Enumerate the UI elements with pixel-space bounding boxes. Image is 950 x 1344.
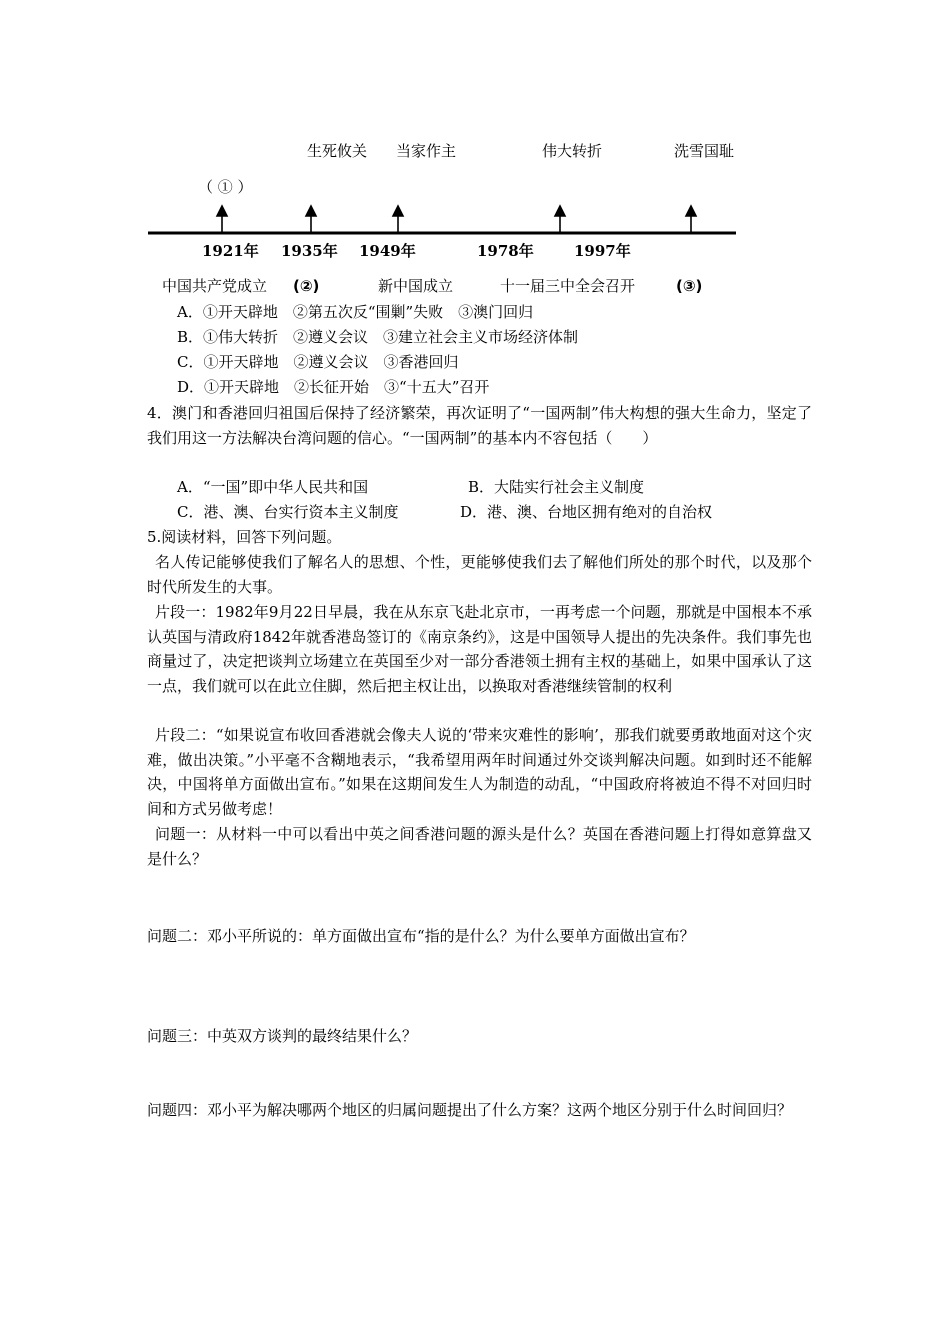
- year-1935: 1935年: [281, 242, 338, 260]
- q4-option-a: A．“一国”即中华人民共和国: [177, 478, 369, 496]
- q3-option-c: C．①开天辟地 ②遵义会议 ③香港回归: [177, 353, 459, 371]
- q3-option-d: D．①开天辟地 ②长征开始 ③“十五大”召开: [177, 378, 490, 396]
- arrow-head-1935: [306, 206, 316, 216]
- q3-option-a: A．①开天辟地 ②第五次反“围剿”失败 ③澳门回归: [177, 303, 534, 321]
- q4-option-c: C．港、澳、台实行资本主义制度: [177, 503, 399, 521]
- event-1921: 中国共产党成立: [162, 277, 268, 295]
- year-1997: 1997年: [574, 242, 631, 260]
- q4-stem: 4．澳门和香港回归祖国后保持了经济繁荣，再次证明了“一国两制”伟大构想的强大生命力，坚定了我们用这一方法解决台湾问题的信心。“一国两制”的基本内不容包括（ ）: [147, 404, 812, 447]
- q5-question-3: 问题三：中英双方谈判的最终结果什么？: [147, 1027, 418, 1045]
- arrow-head-1949: [393, 206, 403, 216]
- q4-option-b: B．大陆实行社会主义制度: [468, 478, 645, 496]
- year-1978: 1978年: [477, 242, 534, 260]
- event-1949: 新中国成立: [378, 277, 454, 295]
- arrow-head-1921: [217, 206, 227, 216]
- q5-excerpt-1: 片段一：1982年9月22日早晨，我在从东京飞赴北京市，一再考虑一个问题，那就是中国根本不承认英国与清政府1842年就香港岛签订的《南京条约》，这是中国领导人提出的先决条件。我们事先也商量过了，决定把谈判立场建立在英国至少对一部分香港领土拥有主权的基础上，如果中国承认了这一点，我们就可以在此立住脚，然后把主权让出，以换取对香港继续管制的权利: [147, 603, 812, 695]
- q5-question-4: 问题四：邓小平为解决哪两个地区的归属问题提出了什么方案？这两个地区分别于什么时间回归？: [147, 1101, 793, 1119]
- event-blank-3: (③): [676, 277, 703, 295]
- q5-title: 5.阅读材料，回答下列问题。: [147, 528, 342, 546]
- arrow-head-1978: [555, 206, 565, 216]
- year-1949: 1949年: [359, 242, 416, 260]
- event-blank-2: (②): [293, 277, 320, 295]
- timeline-blank-1: （ ① ）: [198, 178, 253, 196]
- q5-question-2: 问题二：邓小平所说的：单方面做出宣布“指的是什么？为什么要单方面做出宣布？: [147, 927, 695, 945]
- timeline-label-3: 伟大转折: [542, 142, 603, 160]
- timeline-label-1: 生死攸关: [307, 142, 368, 160]
- timeline-label-4: 洗雪国耻: [674, 142, 735, 160]
- q3-option-b: B．①伟大转折 ②遵义会议 ③建立社会主义市场经济体制: [177, 328, 579, 346]
- q5-question-1: 问题一：从材料一中可以看出中英之间香港问题的源头是什么？英国在香港问题上打得如意算盘又是什么？: [147, 825, 812, 868]
- q5-excerpt-2: 片段二：“如果说宣布收回香港就会像夫人说的‘带来灾难性的影响’，那我们就要勇敢地面对这个灾难，做出决策。”小平毫不含糊地表示，“我希望用两年时间通过外交谈判解决问题。如到时还不能解决，中国将单方面做出宣布。”如果在这期间发生人为制造的动乱，“中国政府将被迫不得不对回归时间和方式另做考虑！: [147, 726, 812, 818]
- event-1978: 十一届三中全会召开: [500, 277, 636, 295]
- q4-option-d: D．港、澳、台地区拥有绝对的自治权: [460, 503, 713, 521]
- timeline-axis: [0, 0, 950, 260]
- year-1921: 1921年: [202, 242, 259, 260]
- timeline-label-2: 当家作主: [396, 142, 457, 160]
- q5-intro: 名人传记能够使我们了解名人的思想、个性，更能够使我们去了解他们所处的那个时代，以及那个时代所发生的大事。: [147, 553, 812, 596]
- arrow-head-1997: [686, 206, 696, 216]
